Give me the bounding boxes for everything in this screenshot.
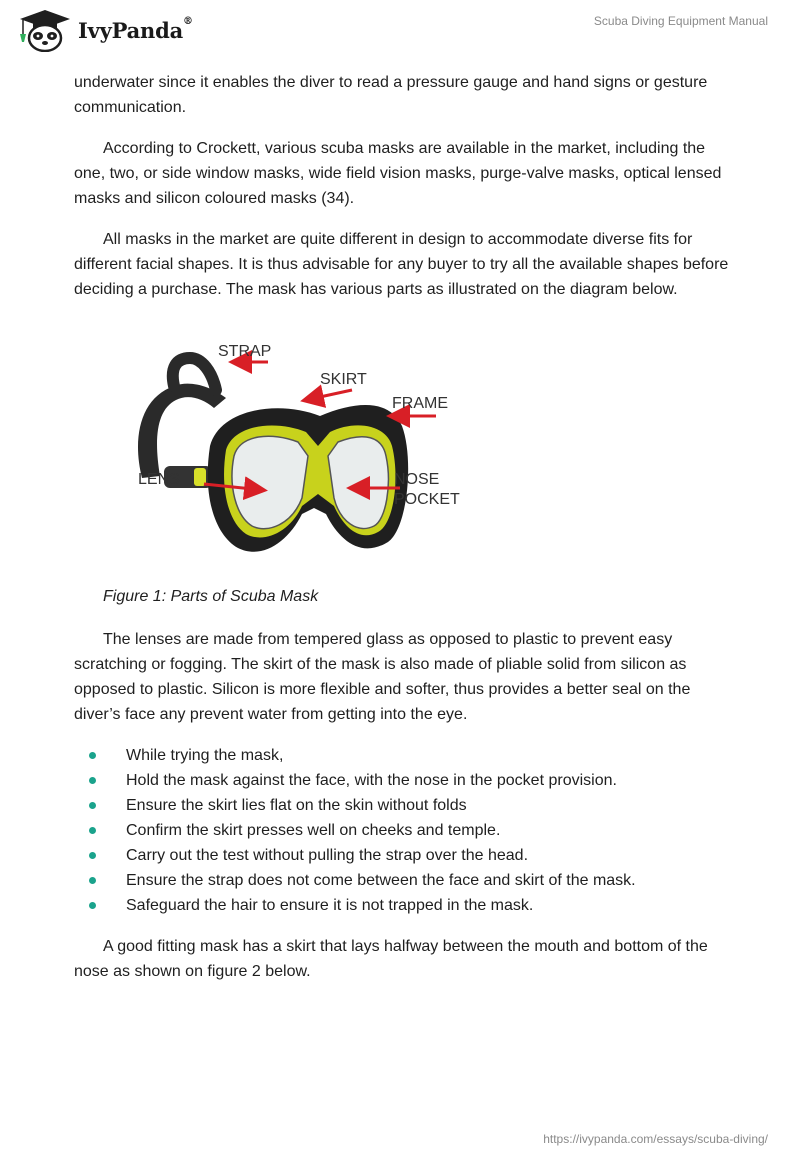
panda-logo-icon xyxy=(14,8,72,52)
paragraph: According to Crockett, various scuba masks are available in the market, including the one, two, or side window masks, wide field vision masks, purge-valve masks, optical lensed masks and silicon coloured masks (34). xyxy=(74,140,722,207)
bullet-dot-icon xyxy=(89,902,96,909)
label-strap: STRAP xyxy=(218,343,272,360)
label-pocket: POCKET xyxy=(394,491,460,508)
list-item: Confirm the skirt presses well on cheeks and temple. xyxy=(74,818,734,843)
bullet-dot-icon xyxy=(89,777,96,784)
bullet-dot-icon xyxy=(89,877,96,884)
document-title: Scuba Diving Equipment Manual xyxy=(593,14,768,28)
list-item: Carry out the test without pulling the strap over the head. xyxy=(74,843,734,868)
bullet-dot-icon xyxy=(89,752,96,759)
list-item: While trying the mask, xyxy=(74,743,734,768)
logo-text: IvyPanda® xyxy=(78,15,193,43)
label-frame: FRAME xyxy=(392,395,448,412)
list-item: Ensure the skirt lies flat on the skin without folds xyxy=(74,793,734,818)
ivypanda-logo[interactable] xyxy=(14,8,193,52)
figure-caption: Figure 1: Parts of Scuba Mask xyxy=(103,588,319,605)
paragraph: A good fitting mask has a skirt that lays halfway between the mouth and bottom of the nose as shown on figure 2 below. xyxy=(74,938,708,980)
label-lens: LENS xyxy=(138,471,180,488)
fitting-checklist xyxy=(74,743,734,918)
bullet-dot-icon xyxy=(89,802,96,809)
scuba-mask-figure xyxy=(74,318,734,578)
page-header xyxy=(0,0,800,70)
paragraph: underwater since it enables the diver to read a pressure gauge and hand signs or gesture communication. xyxy=(74,74,708,116)
label-skirt: SKIRT xyxy=(320,371,367,388)
label-nose: NOSE xyxy=(394,471,440,488)
paragraph: The lenses are made from tempered glass as opposed to plastic to prevent easy scratching or fogging. The skirt of the mask is also made of pliable solid from silicon as opposed to plastic. Silicon is more flexible and softer, thus provides a better seal on the diver’s face any prevent water from getting into the eye. xyxy=(74,631,691,723)
bullet-dot-icon xyxy=(89,852,96,859)
list-item: Hold the mask against the face, with the nose in the pocket provision. xyxy=(74,768,734,793)
source-url-link[interactable]: https://ivypanda.com/essays/scuba-diving/ xyxy=(543,1132,768,1146)
list-item: Ensure the strap does not come between the face and skirt of the mask. xyxy=(74,868,734,893)
essay-content xyxy=(74,70,734,1000)
list-item: Safeguard the hair to ensure it is not trapped in the mask. xyxy=(74,893,734,918)
scuba-mask-diagram xyxy=(130,328,470,578)
paragraph: All masks in the market are quite different in design to accommodate diverse fits for different facial shapes. It is thus advisable for any buyer to try all the available shapes before deciding a purchase. The mask has various parts as illustrated on the diagram below. xyxy=(74,231,729,298)
bullet-dot-icon xyxy=(89,827,96,834)
